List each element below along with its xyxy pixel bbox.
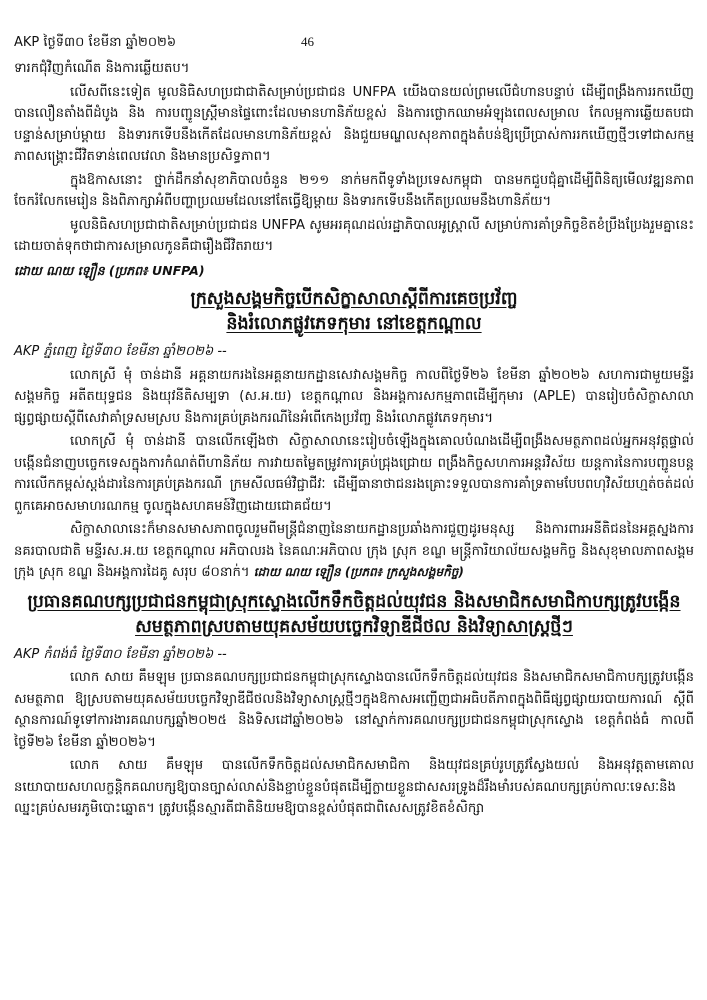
article1-paragraph-3: មូលនិធិសហប្រជាជាតិសម្រាប់ប្រជាជន UNFPA សូមអរគុណដល់រដ្ឋាភិបាលអូស្ត្រាលី សម្រាប់ការគាំទ្រកិច្ចខិតខំប្រឹងប្រែងរួមគ្នានេះ ដោយចាត់ទុកថាជាការសម្រាលកូនគឺជារឿងជីវិតរាយ។ bbox=[14, 217, 694, 254]
article3-paragraph-2: លោក សាយ គឹមឡុម បានលើកទឹកចិត្តដល់សមាជិកសមាជិកា និងយុវជនគ្រប់រូបត្រូវស្វែងយល់ និងអនុវត្តតាមគោលនយោបាយសហលក្ខន្តិកគណបក្សឱ្យបានច្បាស់លាស់និងខ្ជាប់ខ្ជួនបំផុតដើម្បីក្លាយខ្លួនជាសសរទ្រូងដ៏រឹងមាំរបស់គណបក្សគ្រប់កាលៈទេសៈនិងឈ្នះគ្រប់សមរភូមិបោះឆ្នោត។ ត្រូវបង្កើនស្មារតីជាតិនិយមឱ្យបានខ្ពស់បំផុតជាពិសេសត្រូវខិតខំសិក្សា bbox=[14, 758, 694, 816]
header-dateline: AKP ថ្ងៃទី៣០ ខែមីនា ឆ្នាំ២០២៦ bbox=[14, 35, 177, 50]
article2-paragraph-2: លោកស្រី មុំ ចាន់ដានី បានលើកឡើងថា សិក្ខាសាលានេះរៀបចំឡើងក្នុងគោលបំណងដើម្បីពង្រឹងសមត្ថភាពដល់អ្នកអនុវត្តផ្ទាល់ បង្កើនជំនាញបច្ចេកទេសក្នុងការកំណត់ពីហានិភ័យ ការវាយតម្លៃតម្រូវការគ្រប់ជ្រុងជ្រោយ ពង្រឹងកិច្ចសហការអន្តរវិស័យ យន្តការនៃការបញ្ជូនបន្ត ការលើកកម្ពស់ស្តង់ដារនៃការគ្រប់គ្រងករណី ក្រមសីលធម៌វិជ្ជាជីវៈ ដើម្បីធានាថាជនរងគ្រោះទទួលបានការគាំទ្រតាមបែបពហុវិស័យហ្មត់ចត់ដល់ពួកគេអាចសមាហរណកម្ម ចូលក្នុងសហគមន៍វិញដោយជោគជ័យ។ bbox=[14, 434, 694, 514]
page-content bbox=[14, 58, 694, 822]
article2-headline-line2: និងរំលោភផ្លូវភេទកុមារ នៅខេត្តកណ្តាល bbox=[226, 314, 482, 334]
article3-headline bbox=[14, 590, 694, 640]
article2-headline bbox=[14, 287, 694, 337]
article1-paragraph-2: ក្នុងឱកាសនោះ ថ្នាក់ដឹកនាំសុខាភិបាលចំនួន ២១១ នាក់មកពីទូទាំងប្រទេសកម្ពុជា បានមកជួបជុំគ្នាដើម្បីពិនិត្យមើលវឌ្ឍនភាព ចែករំលែកមេរៀន និងពិភាក្សាអំពីបញ្ហាប្រឈមដែលនៅតែធ្វើឱ្យម្តាយ និងទារកទើបនឹងកើតប្រឈមនឹងហានិភ័យ។ bbox=[14, 172, 694, 209]
article2-byline: ដោយ ណយ ឡឿន (ប្រភព៖ ក្រសួងសង្គមកិច្ច) bbox=[253, 565, 464, 579]
article2-dateline: AKP ភ្នំពេញ ថ្ងៃទី៣០ ខែមីនា ឆ្នាំ២០២៦ -- bbox=[14, 344, 227, 359]
article2-paragraph-3-text: សិក្ខាសាលានេះក៏មានសមាសភាពចូលរួមពីមន្ត្រីជំនាញនៃនាយកដ្ឋានប្រឆាំងការជួញដូរមនុស្ស និងការពារអនីតិជននៃអគ្គស្នងការនគរបាលជាតិ មន្ទីរស.អ.យ ខេត្តកណ្តាល អភិបាលរង នៃគណៈអភិបាល ក្រុង ស្រុក ខណ្ឌ មន្ត្រីការិយាល័យសង្គមកិច្ច និងសុខុមាលភាពសង្គម ក្រុង ស្រុក ខណ្ឌ និងអង្គការដៃគូ សរុប ៨០នាក់។ bbox=[14, 522, 694, 580]
page-header bbox=[14, 34, 693, 56]
article3-dateline: AKP កំពង់ធំ ថ្ងៃទី៣០ ខែមីនា ឆ្នាំ២០២៦ -- bbox=[14, 646, 227, 662]
page-number: 46 bbox=[301, 34, 314, 49]
article3-headline-line1: ប្រធានគណបក្សប្រជាជនកម្ពុជាស្រុកស្ទោងលើកទឹកចិត្តដល់យុវជន និងសមាជិកសមាជិកាបក្សត្រូវបង្កើន bbox=[27, 591, 681, 612]
article1-continuation: ទារកជុំវិញកំណើត និងការឆ្លើយតប។ bbox=[14, 61, 190, 76]
article1-byline: ដោយ ណយ ឡឿន (ប្រភព៖ UNFPA) bbox=[14, 262, 205, 278]
article2-paragraph-3 bbox=[14, 519, 694, 584]
article3-paragraph-1: លោក សាយ គឹមឡុម ប្រធានគណបក្សប្រជាជនកម្ពុជាស្រុកស្ទោងបានលើកទឹកចិត្តដល់យុវជន និងសមាជិកសមាជិកាបក្សត្រូវបង្កើនសមត្ថភាព ឱ្យស្របតាមយុគសម័យបច្ចេកវិទ្យាឌីជីថលនិងវិទ្យាសាស្ត្រថ្មីៗក្នុងឱកាសអញ្ជើញជាអធិបតីភាពក្នុងពិធីផ្សព្វផ្សាយរបាយការណ៍ ស្តីពីស្ថានការណ៍ទូទៅការងារគណបក្សឆ្នាំ២០២៥ និងទិសដៅឆ្នាំ២០២៦ នៅស្នាក់ការគណបក្សប្រជាជនកម្ពុជាស្រុកស្ទោង ខេត្តកំពង់ធំ កាលពីថ្ងៃទី២៦ ខែមីនា ឆ្នាំ២០២៦។ bbox=[14, 670, 694, 750]
article1-paragraph-1: លើសពីនេះទៀត មូលនិធិសហប្រជាជាតិសម្រាប់ប្រជាជន UNFPA យើងបានយល់ព្រមលើជំហានបន្ទាប់ ដើម្បីពង្រឹងការរកឃើញបានលឿនតាំងពីដំបូង និង ការបញ្ជូនស្ត្រីមានផ្ទៃពោះដែលមានហានិភ័យខ្ពស់ និងការថ្លោកឈាមអំឡុងពេលសម្រាល កែលម្អការឆ្លើយតបជាបន្ទាន់សម្រាប់ម្តាយ និងទារកទើបនឹងកើតដែលមានហានិភ័យខ្ពស់ និងជួយមណ្ឌលសុខភាពក្នុងតំបន់ឱ្យប្រើប្រាស់ការរកឃើញថ្មីៗទៅជាសកម្មភាពសង្គ្រោះជីវិតទាន់ពេលវេលា និងមានប្រសិទ្ធភាព។ bbox=[14, 84, 694, 164]
article2-headline-line1: ក្រសួងសង្គមកិច្ចបើកសិក្ខាសាលាស្តីពីការគេចប្រវ័ញ្ច bbox=[190, 289, 518, 309]
article3-headline-line2: សមត្ថភាពស្របតាមយុគសម័យបច្ចេកវិទ្យាឌីជីថល និងវិទ្យាសាស្ត្រថ្មីៗ bbox=[135, 616, 573, 637]
article2-paragraph-1: លោកស្រី មុំ ចាន់ដានី អគ្គនាយករងនៃអគ្គនាយកដ្ឋានសេវាសង្គមកិច្ច កាលពីថ្ងៃទី២៦ ខែមីនា ឆ្នាំ២០២៦ សហការជាមួយមន្ទីរសង្គមកិច្ច អតីតយុទ្ធជន និងយុវនីតិសម្បទា (ស.អ.យ) ខេត្តកណ្តាល និងអង្គការសកម្មភាពដើម្បីកុមារ (APLE) បានរៀបចំសិក្ខាសាលាផ្សព្វផ្សាយស្តីពីសេវាគាំទ្រសមស្រប និងការគ្រប់គ្រងករណីនៃអំពើកេងប្រវ័ញ្ច និងរំលោភផ្លូវភេទកុមារ។ bbox=[14, 367, 694, 426]
